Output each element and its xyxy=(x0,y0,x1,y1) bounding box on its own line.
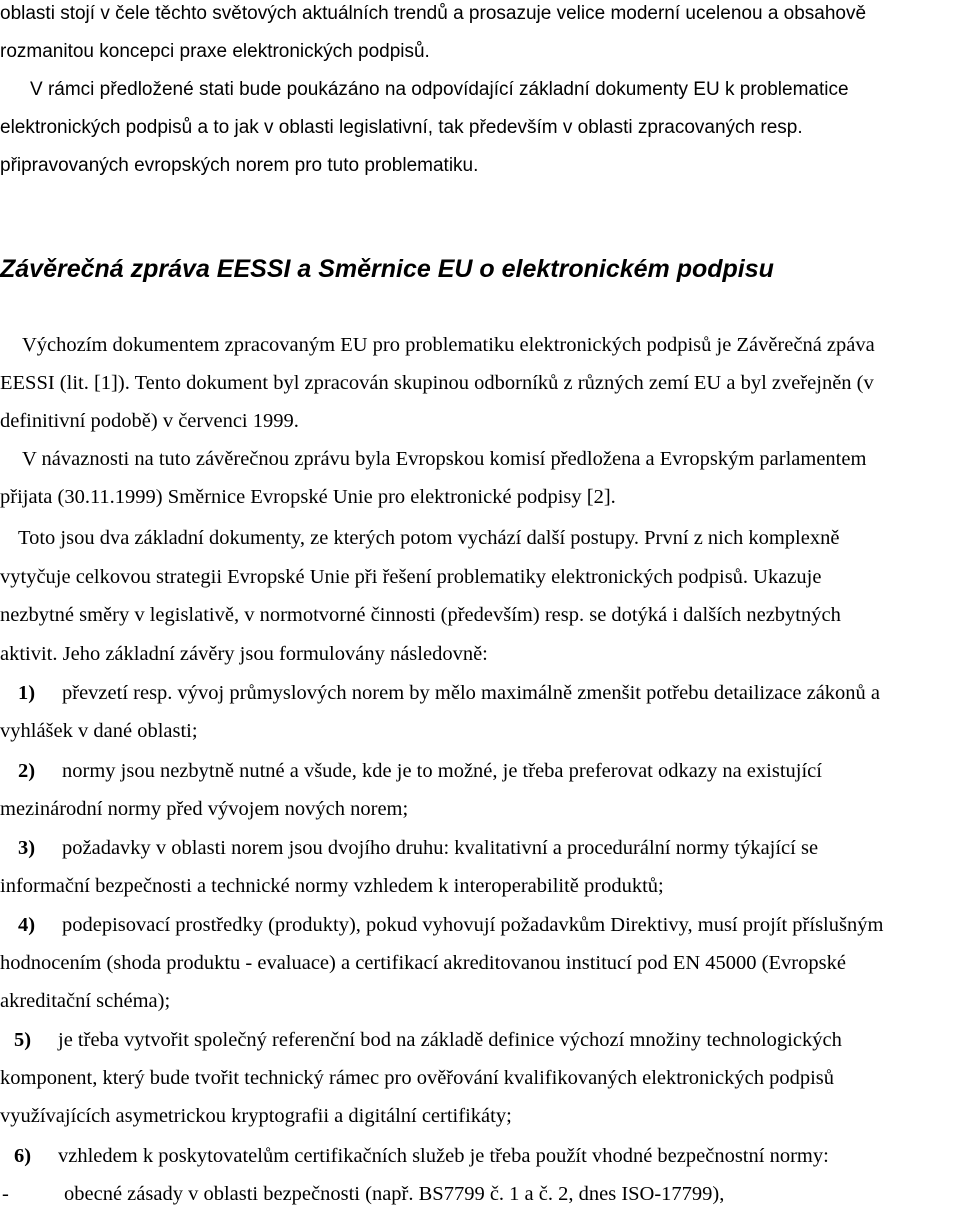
section-heading: Závěrečná zpráva EESSI a Směrnice EU o elektronickém podpisu xyxy=(0,255,774,283)
p3-line-2: vytyčuje celkovou strategii Evropské Unie při řešení problematiky elektronických podpisů. Ukazuje xyxy=(0,566,822,588)
list-item-5 xyxy=(14,1030,842,1051)
p2-line-2: přijata (30.11.1999) Směrnice Evropské Unie pro elektronické podpisy [2]. xyxy=(0,486,616,508)
intro-line-1: oblasti stojí v čele těchto světových aktuálních trendů a prosazuje velice moderní ucelenou a obsahově xyxy=(0,3,867,24)
intro-line-4: elektronických podpisů a to jak v oblasti legislativní, tak především v oblasti zpracovaných resp. xyxy=(0,117,803,138)
list-item-text: podepisovací prostředky (produkty), pokud vyhovují požadavkům Direktivy, musí projít příslušným xyxy=(62,914,884,936)
p1-line-1: Výchozím dokumentem zpracovaným EU pro problematiku elektronických podpisů je Závěrečná zpáva xyxy=(22,334,875,356)
sub-list-bullet: - xyxy=(2,1183,9,1205)
list-item-number: 3) xyxy=(18,837,36,859)
list-item-6 xyxy=(14,1146,829,1167)
list-item-text: požadavky v oblasti norem jsou dvojího druhu: kvalitativní a procedurální normy týkající se xyxy=(62,837,819,859)
p1-line-3: definitivní podobě) v červenci 1999. xyxy=(0,410,299,432)
list-item-text: normy jsou nezbytně nutné a všude, kde je to možné, je třeba preferovat odkazy na existující xyxy=(62,760,822,782)
p3-line-4: aktivit. Jeho základní závěry jsou formulovány následovně: xyxy=(0,643,488,665)
list-item-number: 4) xyxy=(18,914,36,936)
p1-line-2: EESSI (lit. [1]). Tento dokument byl zpracován skupinou odborníků z různých zemí EU a byl zveřejněn (v xyxy=(0,372,874,394)
list-item-3 xyxy=(18,838,818,859)
list-item-number: 6) xyxy=(14,1145,32,1167)
list-item-1-cont: vyhlášek v dané oblasti; xyxy=(0,720,198,742)
p3-line-1: Toto jsou dva základní dokumenty, ze kterých potom vychází další postupy. První z nich komplexně xyxy=(18,527,840,549)
list-item-4-cont: hodnocením (shoda produktu - evaluace) a certifikací akreditovanou institucí pod EN 45000 (Evropské xyxy=(0,952,846,974)
list-item-5-cont: komponent, který bude tvořit technický rámec pro ověřování kvalifikovaných elektronických podpisů xyxy=(0,1067,834,1089)
sub-list-text: obecné zásady v oblasti bezpečnosti (např. BS7799 č. 1 a č. 2, dnes ISO-17799), xyxy=(64,1183,725,1205)
list-item-4-cont-2: akreditační schéma); xyxy=(0,990,171,1012)
list-item-4 xyxy=(18,915,883,936)
list-item-number: 5) xyxy=(14,1029,32,1051)
sub-list-item xyxy=(2,1184,724,1205)
intro-line-2: rozmanitou koncepci praxe elektronických podpisů. xyxy=(0,41,430,62)
list-item-text: převzetí resp. vývoj průmyslových norem by mělo maximálně zmenšit potřebu detailizace zákonů a xyxy=(62,682,881,704)
list-item-2 xyxy=(18,761,822,782)
list-item-3-cont: informační bezpečnosti a technické normy vzhledem k interoperabilitě produktů; xyxy=(0,875,664,897)
list-item-text: je třeba vytvořit společný referenční bod na základě definice výchozí množiny technologických xyxy=(58,1029,842,1051)
list-item-text: vzhledem k poskytovatelům certifikačních služeb je třeba použít vhodné bezpečnostní normy: xyxy=(58,1145,829,1167)
intro-line-3: V rámci předložené stati bude poukázáno na odpovídající základní dokumenty EU k problematice xyxy=(30,79,849,100)
p2-line-1: V návaznosti na tuto závěrečnou zprávu byla Evropskou komisí předložena a Evropským parlamentem xyxy=(22,448,867,470)
list-item-number: 1) xyxy=(18,682,36,704)
intro-line-5: připravovaných evropských norem pro tuto problematiku. xyxy=(0,155,479,176)
list-item-2-cont: mezinárodní normy před vývojem nových norem; xyxy=(0,798,409,820)
list-item-5-cont-2: využívajících asymetrickou kryptografii a digitální certifikáty; xyxy=(0,1105,512,1127)
list-item-number: 2) xyxy=(18,760,36,782)
list-item-1 xyxy=(18,683,880,704)
p3-line-3: nezbytné směry v legislativě, v normotvorné činnosti (především) resp. se dotýká i dalších nezbytných xyxy=(0,604,841,626)
